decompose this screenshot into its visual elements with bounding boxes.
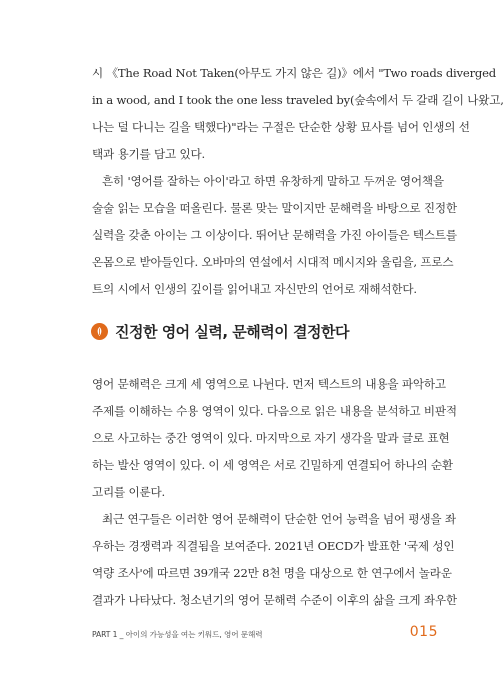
text-line: 영어 문해력은 크게 세 영역으로 나뉜다. 먼저 텍스트의 내용을 파악하고 <box>92 377 446 391</box>
paragraph-recent-research <box>92 506 457 614</box>
text-line: 역량 조사'에 따르면 39개국 22만 8천 명을 대상으로 한 연구에서 놀라운 <box>92 566 452 580</box>
page-number: 015 <box>409 624 438 640</box>
text-line: 하는 발산 영역이 있다. 이 세 영역은 서로 긴밀하게 연결되어 하나의 순환 <box>92 458 453 472</box>
paragraph-poem-quote <box>92 60 504 168</box>
text-line: 주제를 이해하는 수용 영역이 있다. 다음으로 읽은 내용을 분석하고 비판적 <box>92 404 457 418</box>
text-line: 최근 연구들은 이러한 영어 문해력이 단순한 언어 능력을 넘어 평생을 좌 <box>102 512 456 526</box>
paragraph-three-domains <box>92 371 457 506</box>
text-line: 술술 읽는 모습을 떠올린다. 물론 맞는 말이지만 문해력을 바탕으로 진정한 <box>92 201 457 215</box>
text-line: 나는 덜 다니는 길을 택했다)"라는 구절은 단순한 상황 묘사를 넘어 인생의 선 <box>92 120 470 134</box>
section-heading-text: 진정한 영어 실력, 문해력이 결정한다 <box>115 323 349 341</box>
text-line: 흔히 '영어를 잘하는 아이'라고 하면 유창하게 말하고 두꺼운 영어책을 <box>102 174 444 188</box>
text-line: 택과 용기를 담고 있다. <box>92 147 205 161</box>
section-heading <box>91 321 349 342</box>
running-footer: PART 1 _ 아이의 가능성을 여는 키워드, 영어 문해력 <box>92 630 263 639</box>
paragraph-good-at-english <box>92 168 457 303</box>
leaf-icon <box>91 323 108 340</box>
text-line: 실력을 갖춘 아이는 그 이상이다. 뛰어난 문해력을 가진 아이들은 텍스트를 <box>92 228 457 242</box>
text-line: 온몸으로 받아들인다. 오바마의 연설에서 시대적 메시지와 울림을, 프로스 <box>92 255 454 269</box>
text-line: 우하는 경쟁력과 직결됨을 보여준다. 2021년 OECD가 발표한 '국제 성인 <box>92 539 455 553</box>
text-line: 고리를 이룬다. <box>92 485 165 499</box>
text-line: 트의 시에서 인생의 깊이를 읽어내고 자신만의 언어로 재해석한다. <box>92 282 417 296</box>
text-line: 으로 사고하는 중간 영역이 있다. 마지막으로 자기 생각을 말과 글로 표현 <box>92 431 450 445</box>
text-line: 결과가 나타났다. 청소년기의 영어 문해력 수준이 이후의 삶을 크게 좌우한 <box>92 593 457 607</box>
text-line: in a wood, and I took the one less traveled by(숲속에서 두 갈래 길이 나왔고, <box>92 93 504 107</box>
text-line: 시 《The Road Not Taken(아무도 가지 않은 길)》에서 "Two roads diverged <box>92 66 497 80</box>
